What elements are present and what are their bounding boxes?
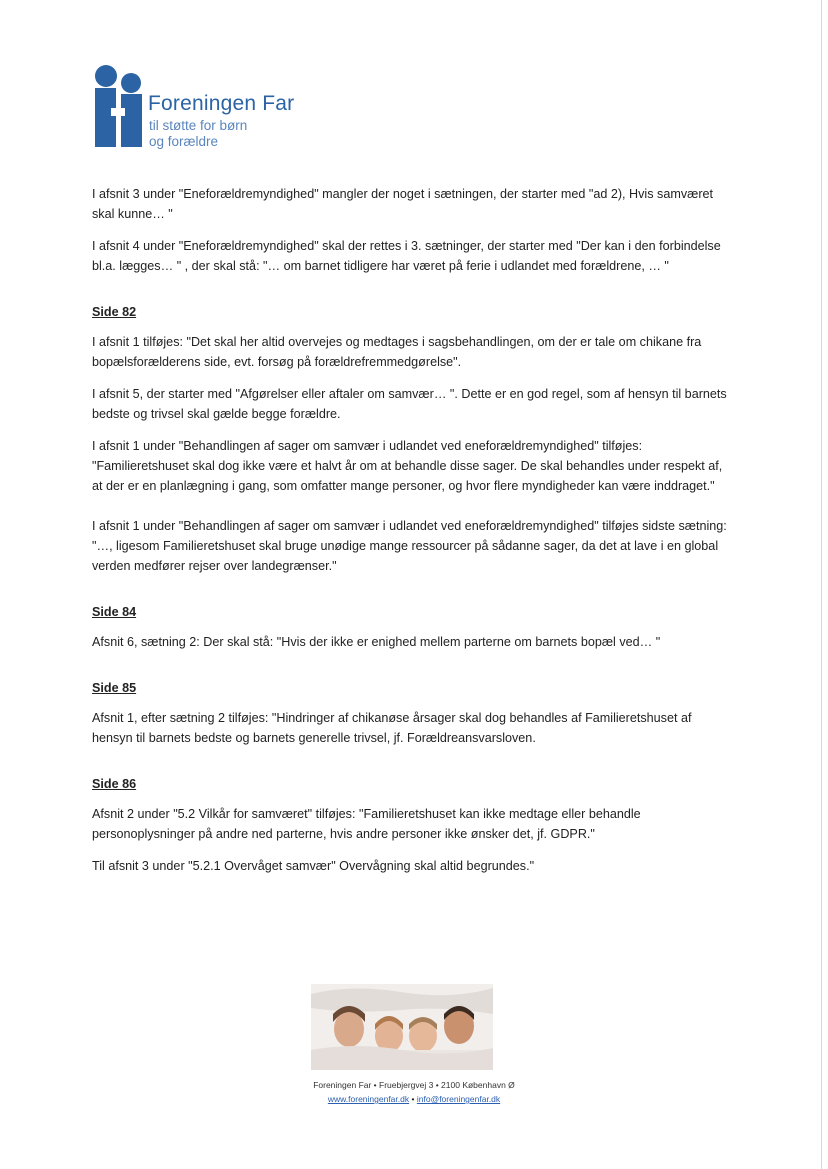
logo-subtitle-line2: og forældre xyxy=(149,134,219,149)
logo-title: Foreningen Far xyxy=(148,92,295,115)
paragraph: I afsnit 5, der starter med "Afgørelser eller aftaler om samvær… ". Dette er en god regel, som af hensyn til barnets bedste og trivsel skal gælde begge forældre. xyxy=(92,387,727,421)
section-heading-side-85: Side 85 xyxy=(92,681,137,695)
document-body xyxy=(92,184,732,876)
footer-email-link[interactable]: info@foreningenfar.dk xyxy=(416,1094,501,1104)
paragraph: I afsnit 1 under "Behandlingen af sager om samvær i udlandet ved eneforældremyndighed" tilføjes: "Familieretshuset skal dog ikke være et halvt år om at behandle disse sager. De skal behandles under respekt af, at der er en planlægning i gang, som omfatter mange personer, og hvor flere myndigheder kan være inddraget." xyxy=(92,439,723,493)
footer-contact xyxy=(0,1094,828,1104)
footer-address: Foreningen Far • Fruebjergvej 3 • 2100 København Ø xyxy=(313,1080,515,1090)
page-edge xyxy=(821,0,822,1169)
paragraph: Afsnit 1, efter sætning 2 tilføjes: "Hindringer af chikanøse årsager skal dog behandles af Familieretshuset af hensyn til barnets bedste og barnets generelle trivsel, jf. Forældreansvarsloven. xyxy=(92,711,692,745)
logo xyxy=(94,64,354,154)
paragraph: Til afsnit 3 under "5.2.1 Overvåget samvær" Overvågning skal altid begrundes." xyxy=(92,859,535,873)
logo-subtitle-line1: til støtte for børn xyxy=(149,118,248,133)
section-heading-side-86: Side 86 xyxy=(92,777,137,791)
paragraph: I afsnit 4 under "Eneforældremyndighed" skal der rettes i 3. sætninger, der starter med "Der kan i den forbindelse bl.a. lægges… " , der skal stå: "… om barnet tidligere har været på ferie i udlandet med forældrene, … " xyxy=(92,239,721,273)
paragraph: Afsnit 6, sætning 2: Der skal stå: "Hvis der ikke er enighed mellem parterne om barnets bopæl ved… " xyxy=(92,635,661,649)
logo-figures-icon xyxy=(94,64,146,150)
paragraph: I afsnit 1 tilføjes: "Det skal her altid overvejes og medtages i sagsbehandlingen, om der er tale om chikane fra bopælsforælderens side, evt. forsøg på forældrefremmedgørelse". xyxy=(92,335,702,369)
section-heading-side-84: Side 84 xyxy=(92,605,137,619)
footer-separator: • xyxy=(411,1094,415,1104)
section-heading-side-82: Side 82 xyxy=(92,305,137,319)
footer-website-link[interactable]: www.foreningenfar.dk xyxy=(327,1094,410,1104)
family-photo xyxy=(311,984,493,1070)
paragraph: Afsnit 2 under "5.2 Vilkår for samværet" tilføjes: "Familieretshuset kan ikke medtage eller behandle personoplysninger på andre ned parterne, hvis andre personer ikke ønsker det, jf. GDPR." xyxy=(92,807,641,841)
paragraph: I afsnit 1 under "Behandlingen af sager om samvær i udlandet ved eneforældremyndighed" tilføjes sidste sætning: "…, ligesom Familieretshuset skal bruge unødige mange ressourcer på sådanne sager, da det at lave i en global verden medfører rejser over landegrænser." xyxy=(92,519,727,573)
paragraph: I afsnit 3 under "Eneforældremyndighed" mangler der noget i sætningen, der starter med "ad 2), Hvis samværet skal kunne… " xyxy=(92,187,714,221)
